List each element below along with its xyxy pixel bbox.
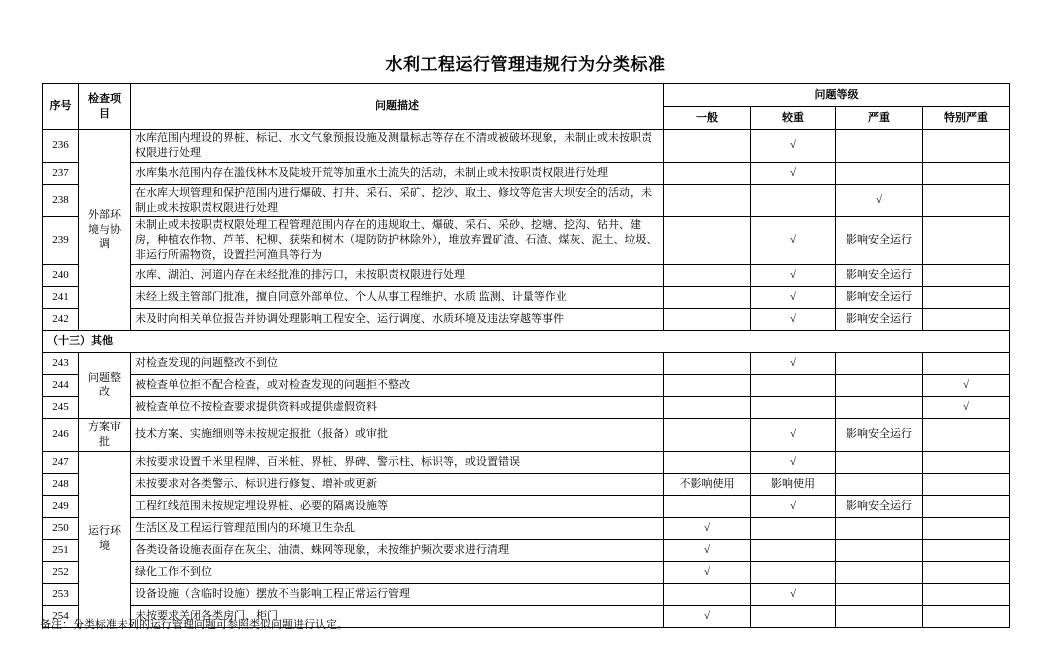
level-cell-severe: 影响安全运行 xyxy=(836,308,923,330)
item-cell: 问题整改 xyxy=(79,352,131,418)
col-header-level-moderate: 较重 xyxy=(751,107,836,130)
level-cell-critical xyxy=(923,286,1010,308)
desc-cell: 设备设施（含临时设施）摆放不当影响工程正常运行管理 xyxy=(131,583,664,605)
level-cell-moderate: √ xyxy=(751,352,836,374)
seq-cell: 250 xyxy=(43,517,79,539)
level-cell-general: √ xyxy=(664,539,751,561)
level-cell-severe xyxy=(836,605,923,627)
desc-cell: 在水库大坝管理和保护范围内进行爆破、打井、采石、采矿、挖沙、取土、修坟等危害大坝安全的活动，未制止或未按职责权限进行处理 xyxy=(131,184,664,217)
level-cell-general: √ xyxy=(664,517,751,539)
level-cell-severe: √ xyxy=(836,184,923,217)
level-cell-critical xyxy=(923,217,1010,265)
table-row xyxy=(43,539,1010,561)
table-row xyxy=(43,217,1010,265)
table-row xyxy=(43,451,1010,473)
level-cell-moderate: √ xyxy=(751,308,836,330)
level-cell-critical: √ xyxy=(923,374,1010,396)
table-body xyxy=(43,130,1010,628)
level-cell-severe xyxy=(836,162,923,184)
col-header-seq: 序号 xyxy=(43,84,79,130)
level-cell-severe xyxy=(836,374,923,396)
level-cell-moderate: √ xyxy=(751,418,836,451)
item-cell: 运行环境 xyxy=(79,451,131,627)
table-row xyxy=(43,286,1010,308)
level-cell-moderate xyxy=(751,396,836,418)
seq-cell: 241 xyxy=(43,286,79,308)
table-row xyxy=(43,396,1010,418)
level-cell-moderate xyxy=(751,561,836,583)
table-header xyxy=(43,84,1010,130)
level-cell-severe: 影响安全运行 xyxy=(836,418,923,451)
desc-cell: 未按要求关闭各类房门、柜门 xyxy=(131,605,664,627)
table-row xyxy=(43,130,1010,163)
level-cell-general: 不影响使用 xyxy=(664,473,751,495)
level-cell-severe xyxy=(836,539,923,561)
header-row-top xyxy=(43,84,1010,107)
level-cell-critical xyxy=(923,352,1010,374)
level-cell-critical xyxy=(923,517,1010,539)
desc-cell: 被检查单位拒不配合检查，或对检查发现的问题拒不整改 xyxy=(131,374,664,396)
desc-cell: 水库范围内埋设的界桩、标记、水文气象预报设施及测量标志等存在不清或被破坏现象，未制止或未按职责权限进行处理 xyxy=(131,130,664,163)
level-cell-critical xyxy=(923,583,1010,605)
table-row xyxy=(43,418,1010,451)
level-cell-general xyxy=(664,162,751,184)
seq-cell: 239 xyxy=(43,217,79,265)
level-cell-critical xyxy=(923,539,1010,561)
level-cell-general xyxy=(664,418,751,451)
level-cell-moderate: √ xyxy=(751,495,836,517)
level-cell-general xyxy=(664,396,751,418)
classification-table xyxy=(42,83,1010,628)
page-title: 水利工程运行管理违规行为分类标准 xyxy=(385,55,666,74)
level-cell-general xyxy=(664,184,751,217)
seq-cell: 249 xyxy=(43,495,79,517)
level-cell-severe xyxy=(836,451,923,473)
seq-cell: 247 xyxy=(43,451,79,473)
level-cell-general xyxy=(664,264,751,286)
desc-cell: 绿化工作不到位 xyxy=(131,561,664,583)
level-cell-moderate: √ xyxy=(751,130,836,163)
level-cell-severe xyxy=(836,517,923,539)
desc-cell: 对检查发现的问题整改不到位 xyxy=(131,352,664,374)
table-row xyxy=(43,308,1010,330)
level-cell-moderate xyxy=(751,374,836,396)
desc-cell: 未及时向相关单位报告并协调处理影响工程安全、运行调度、水质环境及违法穿越等事件 xyxy=(131,308,664,330)
level-cell-severe xyxy=(836,473,923,495)
desc-cell: 水库集水范围内存在滥伐林木及陡坡开荒等加重水土流失的活动，未制止或未按职责权限进行处理 xyxy=(131,162,664,184)
level-cell-critical xyxy=(923,451,1010,473)
desc-cell: 未制止或未按职责权限处理工程管理范围内存在的违规取土、爆破、采石、采砂、挖塘、挖沟、钻井、建房，种植农作物、芦苇、杞柳、获柴和树木（堤防防护林除外），堆放弃置矿渣、石渣、煤灰、泥土、垃圾、非运行所需物资，设置拦河渔具等行为 xyxy=(131,217,664,265)
level-cell-critical: √ xyxy=(923,396,1010,418)
table-row xyxy=(43,473,1010,495)
level-cell-moderate: √ xyxy=(751,264,836,286)
table-row xyxy=(43,517,1010,539)
level-cell-severe: 影响安全运行 xyxy=(836,495,923,517)
table-row xyxy=(43,561,1010,583)
level-cell-general xyxy=(664,130,751,163)
seq-cell: 238 xyxy=(43,184,79,217)
level-cell-general xyxy=(664,583,751,605)
seq-cell: 237 xyxy=(43,162,79,184)
seq-cell: 246 xyxy=(43,418,79,451)
level-cell-general xyxy=(664,451,751,473)
level-cell-general xyxy=(664,286,751,308)
level-cell-critical xyxy=(923,495,1010,517)
level-cell-moderate: √ xyxy=(751,217,836,265)
desc-cell: 被检查单位不按检查要求提供资料或提供虚假资料 xyxy=(131,396,664,418)
seq-cell: 251 xyxy=(43,539,79,561)
level-cell-critical xyxy=(923,130,1010,163)
level-cell-severe xyxy=(836,130,923,163)
table-row xyxy=(43,162,1010,184)
level-cell-moderate xyxy=(751,184,836,217)
item-cell: 方案审批 xyxy=(79,418,131,451)
level-cell-general xyxy=(664,308,751,330)
seq-cell: 245 xyxy=(43,396,79,418)
level-cell-severe: 影响安全运行 xyxy=(836,286,923,308)
level-cell-moderate: 影响使用 xyxy=(751,473,836,495)
desc-cell: 工程红线范围未按规定埋设界桩、必要的隔离设施等 xyxy=(131,495,664,517)
table-row xyxy=(43,495,1010,517)
section-row xyxy=(43,330,1010,352)
seq-cell: 236 xyxy=(43,130,79,163)
level-cell-critical xyxy=(923,473,1010,495)
table-row xyxy=(43,583,1010,605)
table-row xyxy=(43,352,1010,374)
table-row xyxy=(43,184,1010,217)
level-cell-general xyxy=(664,352,751,374)
level-cell-severe xyxy=(836,583,923,605)
seq-cell: 243 xyxy=(43,352,79,374)
level-cell-moderate: √ xyxy=(751,162,836,184)
seq-cell: 248 xyxy=(43,473,79,495)
level-cell-moderate xyxy=(751,605,836,627)
level-cell-general xyxy=(664,495,751,517)
seq-cell: 244 xyxy=(43,374,79,396)
level-cell-critical xyxy=(923,308,1010,330)
desc-cell: 水库、湖泊、河道内存在未经批准的排污口，未按职责权限进行处理 xyxy=(131,264,664,286)
table-row xyxy=(43,264,1010,286)
level-cell-critical xyxy=(923,561,1010,583)
seq-cell: 253 xyxy=(43,583,79,605)
level-cell-severe: 影响安全运行 xyxy=(836,217,923,265)
level-cell-critical xyxy=(923,418,1010,451)
level-cell-severe xyxy=(836,352,923,374)
col-header-level-general: 一般 xyxy=(664,107,751,130)
level-cell-moderate: √ xyxy=(751,286,836,308)
level-cell-moderate: √ xyxy=(751,583,836,605)
col-header-item: 检查项目 xyxy=(79,84,131,130)
col-header-level-severe: 严重 xyxy=(836,107,923,130)
level-cell-critical xyxy=(923,264,1010,286)
desc-cell: 各类设备设施表面存在灰尘、油渍、蛛网等现象，未按维护频次要求进行清理 xyxy=(131,539,664,561)
desc-cell: 未经上级主管部门批准，擅自同意外部单位、个人从事工程维护、水质 监测、计量等作业 xyxy=(131,286,664,308)
seq-cell: 252 xyxy=(43,561,79,583)
level-cell-moderate xyxy=(751,539,836,561)
desc-cell: 未按要求对各类警示、标识进行修复、增补或更新 xyxy=(131,473,664,495)
section-title: （十三）其他 xyxy=(43,330,1010,352)
level-cell-critical xyxy=(923,184,1010,217)
level-cell-general: √ xyxy=(664,561,751,583)
seq-cell: 240 xyxy=(43,264,79,286)
col-header-desc: 问题描述 xyxy=(131,84,664,130)
level-cell-severe xyxy=(836,561,923,583)
desc-cell: 生活区及工程运行管理范围内的环境卫生杂乱 xyxy=(131,517,664,539)
col-header-level-critical: 特别严重 xyxy=(923,107,1010,130)
level-cell-critical xyxy=(923,162,1010,184)
seq-cell: 242 xyxy=(43,308,79,330)
level-cell-general: √ xyxy=(664,605,751,627)
seq-cell: 254 xyxy=(43,605,79,627)
level-cell-severe xyxy=(836,396,923,418)
level-cell-moderate: √ xyxy=(751,451,836,473)
item-cell: 外部环境与协调 xyxy=(79,130,131,331)
table-row xyxy=(43,374,1010,396)
level-cell-critical xyxy=(923,605,1010,627)
level-cell-general xyxy=(664,374,751,396)
level-cell-general xyxy=(664,217,751,265)
desc-cell: 技术方案、实施细则等未按规定报批（报备）或审批 xyxy=(131,418,664,451)
col-header-level-group: 问题等级 xyxy=(664,84,1010,107)
level-cell-moderate xyxy=(751,517,836,539)
footer-note: 备注：分类标准未列的运行管理问题可参照类似问题进行认定。 xyxy=(40,619,348,631)
level-cell-severe: 影响安全运行 xyxy=(836,264,923,286)
desc-cell: 未按要求设置千米里程牌、百米桩、界桩、界碑、警示柱、标识等，或设置错误 xyxy=(131,451,664,473)
